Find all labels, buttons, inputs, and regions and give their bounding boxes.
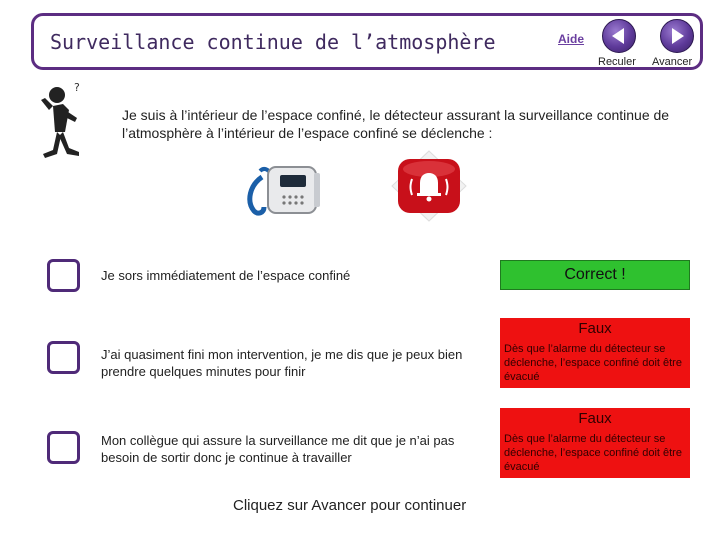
back-button[interactable]: [602, 19, 636, 53]
option-3-checkbox[interactable]: [47, 431, 80, 464]
back-label[interactable]: Reculer: [598, 56, 636, 68]
wrong-feedback-title: Faux: [578, 410, 612, 427]
next-label[interactable]: Avancer: [652, 56, 693, 68]
alarm-bell-icon: [388, 147, 470, 225]
wrong-feedback-text: Dès que l’alarme du détecteur se déclenche, l’espace confiné doit être évacué: [504, 433, 682, 473]
arrow-left-icon: [603, 20, 635, 52]
question-text: Je suis à l’intérieur de l’espace confiné, le détecteur assurant la surveillance continue de l’atmosphère à l’intérieur de l’espace confiné se déclenche :: [122, 107, 670, 141]
option-2-checkbox[interactable]: [47, 341, 80, 374]
wrong-feedback-2: [500, 408, 690, 478]
wrong-feedback-title: Faux: [578, 320, 612, 337]
wrong-feedback-1: [500, 318, 690, 388]
page-title: Surveillance continue de l’atmosphère: [50, 30, 496, 54]
title-bar: [31, 13, 703, 70]
thinking-person-icon: [35, 80, 90, 162]
continue-instruction: Cliquez sur Avancer pour continuer: [233, 497, 467, 514]
option-2-text[interactable]: J’ai quasiment fini mon intervention, je me dis que je peux bien prendre quelques minutes pour finir: [101, 347, 463, 379]
arrow-right-icon: [661, 20, 693, 52]
help-link[interactable]: Aide: [558, 32, 585, 46]
next-button[interactable]: [660, 19, 694, 53]
gas-detector-image: [244, 155, 329, 220]
option-3-text[interactable]: Mon collègue qui assure la surveillance me dit que je n’ai pas besoin de sortir donc je continue à travailler: [101, 433, 455, 465]
correct-feedback: Correct !: [500, 260, 690, 290]
option-1-checkbox[interactable]: [47, 259, 80, 292]
option-1-text[interactable]: Je sors immédiatement de l’espace confiné: [101, 268, 351, 283]
svg-text:?: ?: [74, 81, 80, 94]
wrong-feedback-text: Dès que l’alarme du détecteur se déclenche, l’espace confiné doit être évacué: [504, 343, 682, 383]
